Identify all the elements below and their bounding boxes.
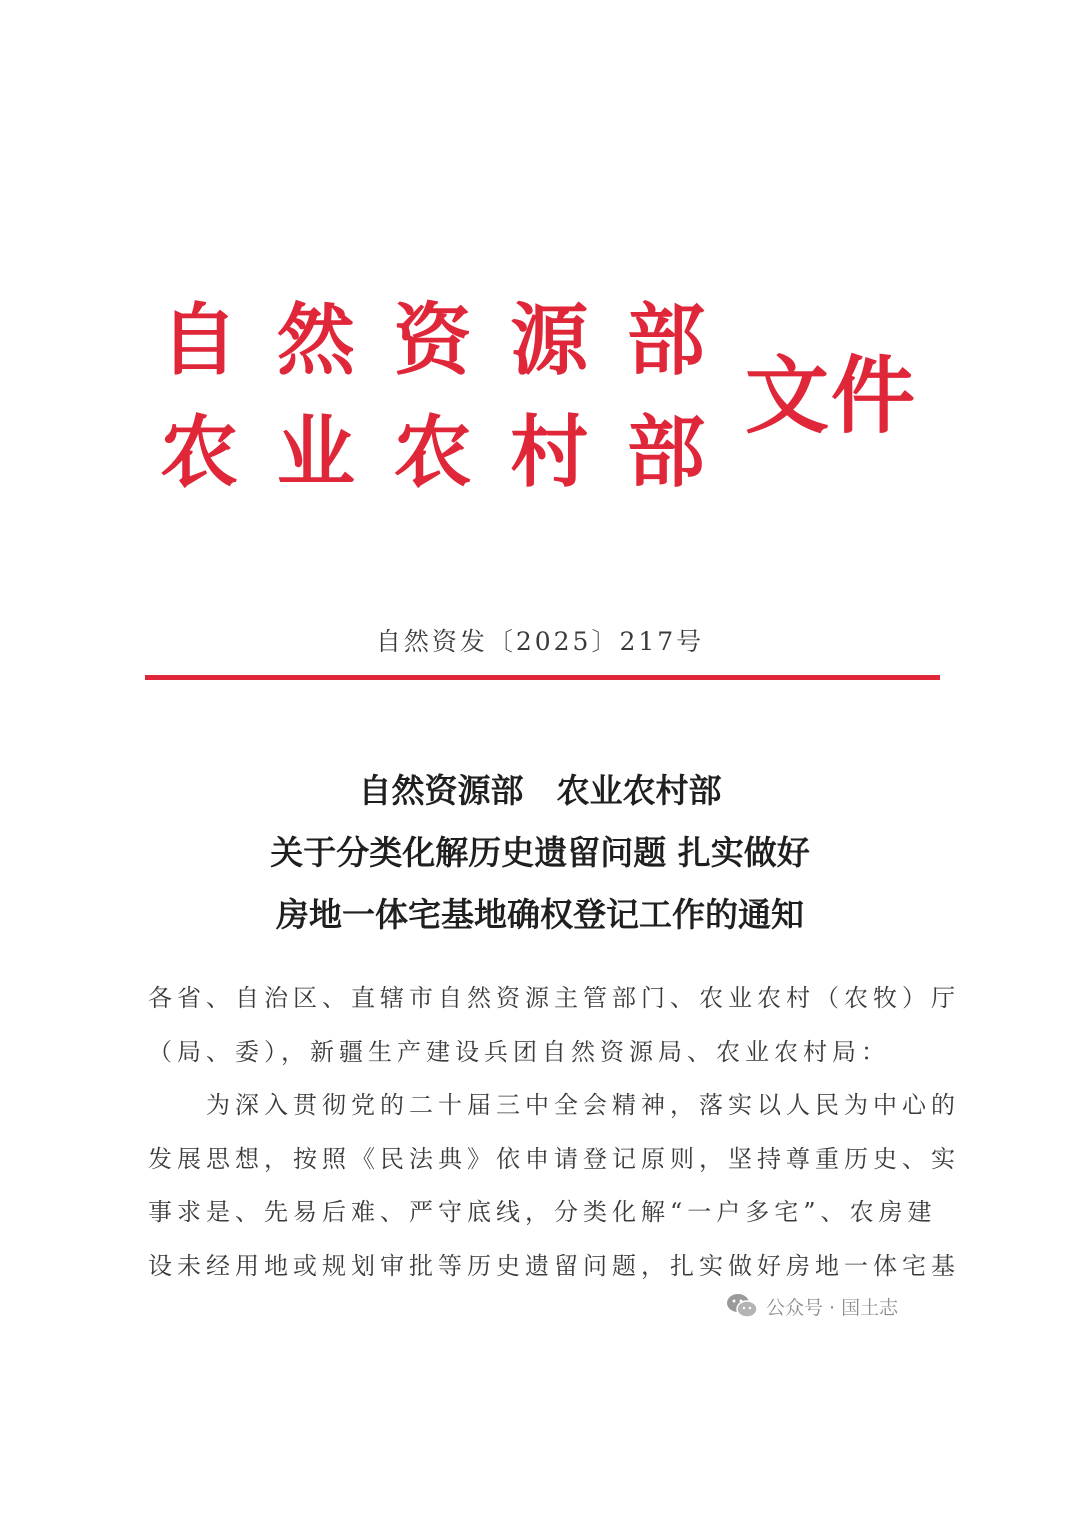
red-letterhead <box>160 296 960 506</box>
issuer-char: 源 <box>510 295 589 386</box>
wechat-icon <box>726 1292 758 1320</box>
title-line-2: 关于分类化解历史遗留问题 扎实做好 <box>270 833 810 872</box>
document-title <box>0 760 1080 946</box>
watermark-text: 公众号 · 国土志 <box>766 1296 899 1319</box>
document-body <box>148 972 960 1293</box>
issuer-line-2 <box>160 408 705 498</box>
issuer-char: 农 <box>393 407 472 498</box>
issuer-char: 部 <box>626 407 705 498</box>
red-divider-line <box>145 675 940 680</box>
issuer-char: 业 <box>276 407 355 498</box>
issuer-char: 部 <box>626 295 705 386</box>
body-line-addressee: 各省、自治区、直辖市自然资源主管部门、农业农村（农牧）厅 <box>148 984 960 1012</box>
title-line-3: 房地一体宅基地确权登记工作的通知 <box>276 895 804 934</box>
document-number: 自然资发〔2025〕217号 <box>375 627 705 656</box>
issuer-char: 农 <box>160 407 239 498</box>
title-line-1: 自然资源部 农业农村部 <box>358 771 722 810</box>
issuer-line-1 <box>160 296 705 386</box>
issuer-char: 村 <box>510 407 589 498</box>
body-line: 设未经用地或规划审批等历史遗留问题，扎实做好房地一体宅基 <box>148 1251 960 1280</box>
body-line: 为深入贯彻党的二十届三中全会精神，落实以人民为中心的 <box>206 1091 960 1119</box>
issuer-char: 自 <box>160 295 239 386</box>
issuer-char: 然 <box>276 295 355 386</box>
body-line: 事求是、先易后难、严守底线，分类化解“一户多宅”、农房建 <box>148 1198 937 1226</box>
issuer-char: 资 <box>393 295 472 386</box>
doc-type-label: 文件 <box>745 346 918 445</box>
body-line: 发展思想，按照《民法典》依申请登记原则，坚持尊重历史、实 <box>148 1144 960 1173</box>
wechat-watermark <box>726 1292 898 1320</box>
body-line-addressee: （局、委），新疆生产建设兵团自然资源局、农业农村局： <box>148 1037 890 1066</box>
